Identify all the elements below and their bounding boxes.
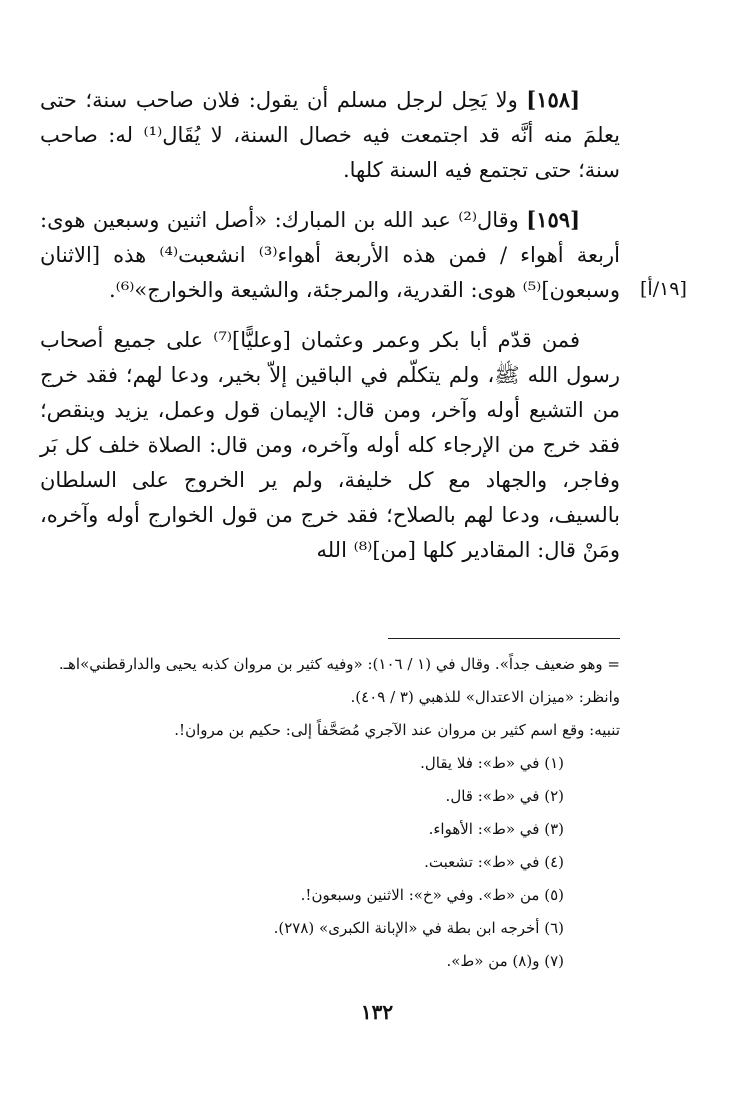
- paragraph: [40, 82, 620, 188]
- footnote-divider: [388, 638, 620, 639]
- paragraph-text: فمن قدّم أبا بكر وعمر وعثمان [وعليًّا]⁽⁷⁾ على جميع أصحاب رسول الله ﷺ، ولم يتكلّم في الباقين إلاّ بخير، ودعا لهم؛ فقد خرج من التشيع أوله وآخر، ومن قال: الإيمان قول وعمل، يزيد وينقص؛ فقد خرج من الإرجاء كله أوله وآخره، ومن قال: الصلاة خلف كل بَر وفاجر، والجهاد مع كل خليفة، ولم ير الخروج على السلطان بالسيف، ودعا لهم بالصلاح؛ فقد خرج من قول الخوارج أوله وآخره، ومَنْ قال: المقادير كلها [من]⁽⁸⁾ الله: [40, 328, 620, 562]
- footnotes: [40, 648, 620, 978]
- footnote-item: (٢) في «ط»: قال.: [445, 787, 564, 805]
- paragraph-number: [١٥٨]: [526, 87, 580, 112]
- paragraph-number: [١٥٩]: [526, 207, 581, 232]
- footnote-continuation: وانظر: «ميزان الاعتدال» للذهبي (٣ / ٤٠٩).: [350, 688, 620, 706]
- footnote-item: (٧) و(٨) من «ط».: [446, 952, 564, 970]
- page-number: ١٣٢: [360, 1000, 394, 1024]
- paragraph: [40, 202, 620, 308]
- footnote-item: (١) في «ط»: فلا يقال.: [420, 754, 564, 772]
- footnote-item: (٤) في «ط»: تشعبت.: [424, 853, 564, 871]
- paragraph: [40, 322, 620, 568]
- footnote-item: (٣) في «ط»: الأهواء.: [428, 820, 564, 838]
- footnote-note: تنبيه: وقع اسم كثير بن مروان عند الآجري مُصَحَّفاً إلى: حكيم بن مروان!.: [174, 721, 620, 739]
- manuscript-folio-reference: [١٩/أ]: [640, 278, 687, 300]
- main-text: [40, 82, 620, 582]
- footnote-continuation: = وهو ضعيف جداً». وقال في (١ / ١٠٦): «وفيه كثير بن مروان كذبه يحيى والدارقطني»اهـ.: [58, 655, 620, 673]
- paragraph-text: وقال⁽²⁾ عبد الله بن المبارك: «أصل اثنين وسبعين هوى: أربعة أهواء / فمن هذه الأربعة أهواء⁽³⁾ انشعبت⁽⁴⁾ هذه [الاثنان وسبعون]⁽⁵⁾ هوى: القدرية، والمرجئة، والشيعة والخوارج»⁽⁶⁾.: [40, 208, 620, 302]
- footnote-item: (٥) من «ط». وفي «خ»: الاثنين وسبعون!.: [300, 886, 564, 904]
- footnote-item: (٦) أخرجه ابن بطة في «الإبانة الكبرى» (٢٧٨).: [273, 919, 564, 937]
- paragraph-text: ولا يَحِل لرجل مسلم أن يقول: فلان صاحب سنة؛ حتى يعلمَ منه أنَّه قد اجتمعت فيه خصال السنة، لا يُقَال⁽¹⁾ له: صاحب سنة؛ حتى تجتمع فيه السنة كلها.: [40, 88, 621, 182]
